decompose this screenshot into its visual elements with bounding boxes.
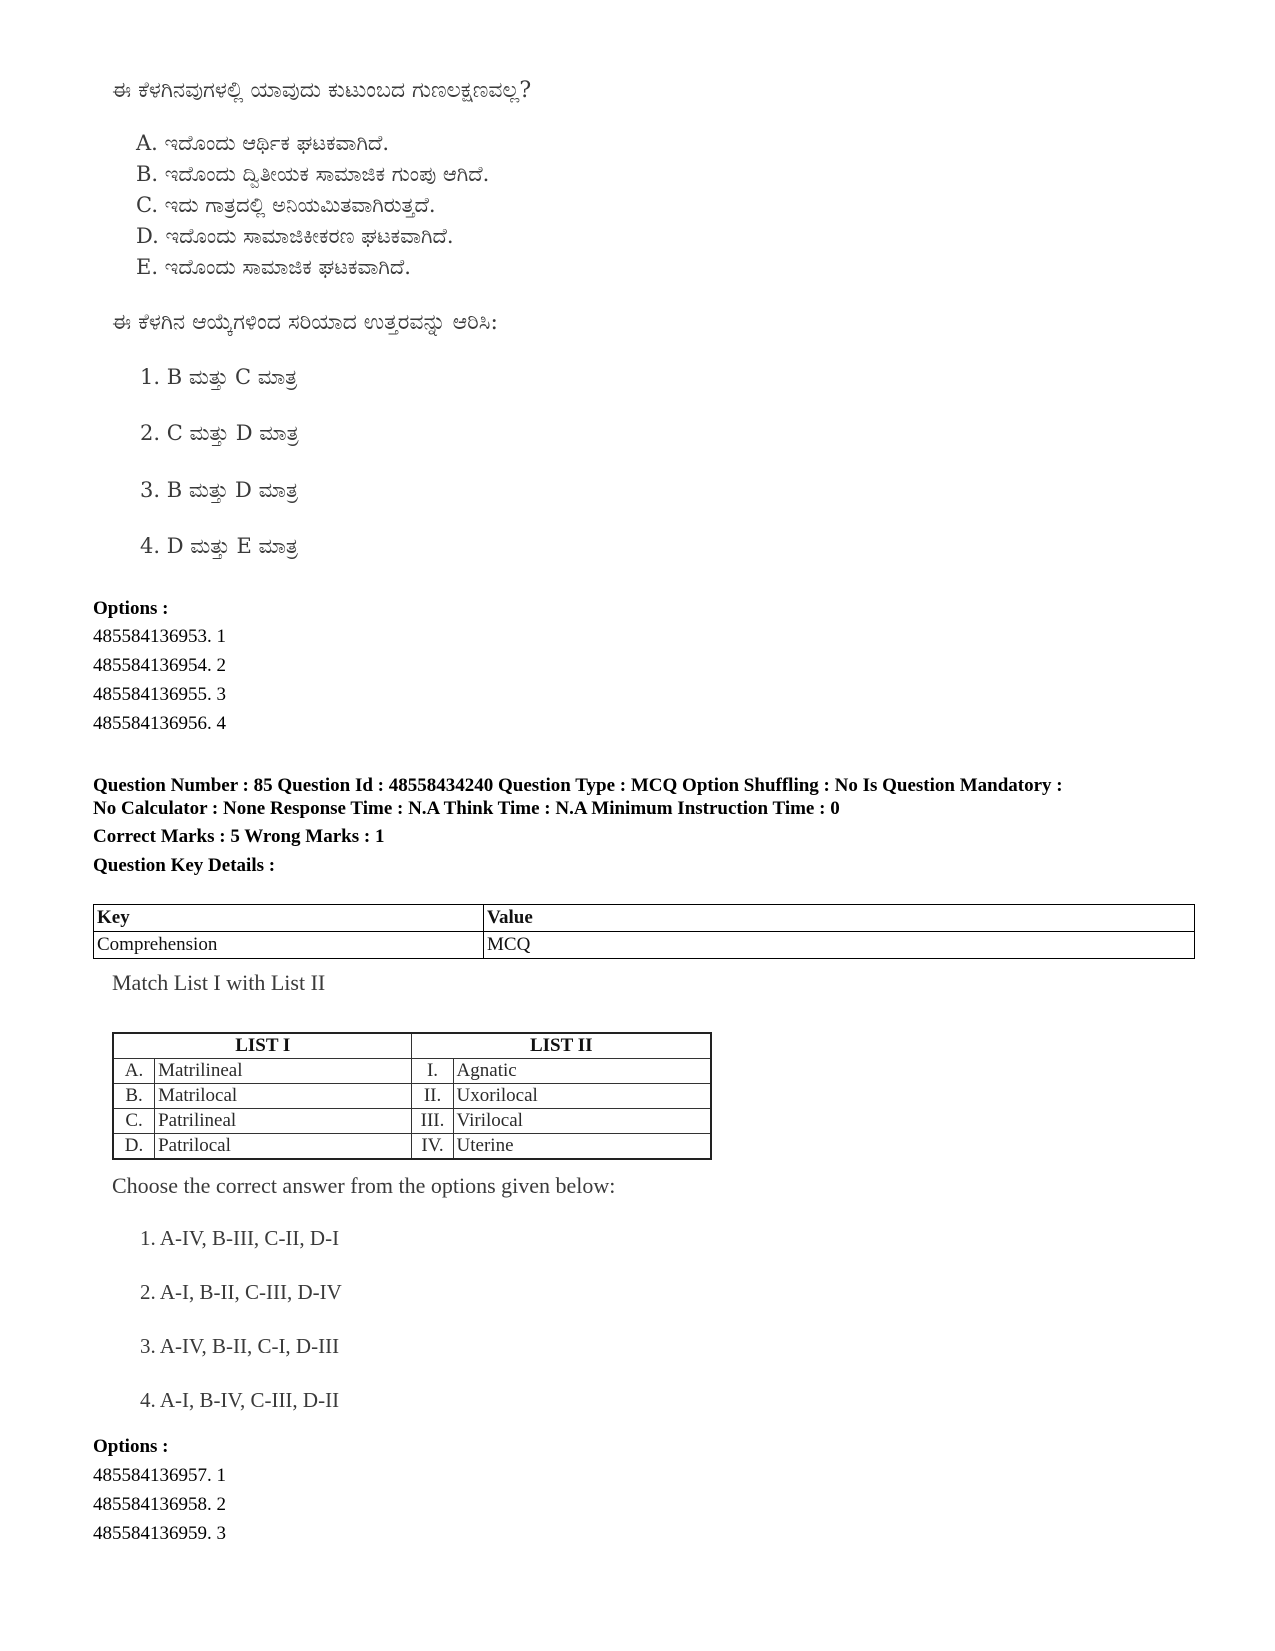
q85-choice-4: 4. A-I, B-IV, C-III, D-II xyxy=(140,1388,340,1412)
q85-option-item: 485584136959. 3 xyxy=(93,1523,226,1544)
key-table-cell: MCQ xyxy=(484,932,1195,959)
list-i-label: D. xyxy=(113,1134,155,1160)
list-ii-value: Virilocal xyxy=(453,1109,711,1134)
q85-options-label: Options : xyxy=(93,1436,169,1457)
list-i-value: Matrilocal xyxy=(155,1084,412,1109)
table-row xyxy=(94,932,1195,959)
list-ii-value: Uterine xyxy=(453,1134,711,1160)
list-ii-label: III. xyxy=(412,1109,453,1134)
q84-statement-e: E. ಇದೊಂದು ಸಾಮಾಜಿಕ ಘಟಕವಾಗಿದೆ. xyxy=(136,255,411,279)
list-ii-value: Uxorilocal xyxy=(453,1084,711,1109)
q85-marks: Correct Marks : 5 Wrong Marks : 1 xyxy=(93,826,385,847)
list-ii-label: IV. xyxy=(412,1134,453,1160)
q84-choice-4: 4. D ಮತ್ತು E ಮಾತ್ರ xyxy=(140,534,298,558)
list-ii-label: II. xyxy=(412,1084,453,1109)
q84-question-text: ಈ ಕೆಳಗಿನವುಗಳಲ್ಲಿ ಯಾವುದು ಕುಟುಂಬದ ಗುಣಲಕ್ಷಣವಲ್ಲ? xyxy=(112,78,532,103)
q84-choice-3: 3. B ಮತ್ತು D ಮಾತ್ರ xyxy=(140,478,298,502)
q85-instruction: Choose the correct answer from the options given below: xyxy=(112,1173,616,1198)
q84-option-item: 485584136953. 1 xyxy=(93,626,226,647)
q84-option-item: 485584136955. 3 xyxy=(93,684,226,705)
list-i-label: A. xyxy=(113,1059,155,1084)
match-table-header-row xyxy=(113,1033,711,1059)
q84-option-item: 485584136956. 4 xyxy=(93,713,226,734)
q85-option-item: 485584136957. 1 xyxy=(93,1465,226,1486)
list-i-label: B. xyxy=(113,1084,155,1109)
q84-options-label: Options : xyxy=(93,598,169,619)
q85-choice-2: 2. A-I, B-II, C-III, D-IV xyxy=(140,1280,342,1304)
q84-choice-1: 1. B ಮತ್ತು C ಮಾತ್ರ xyxy=(140,365,298,389)
key-table-header-value: Value xyxy=(484,905,1195,932)
q85-meta-line1: Question Number : 85 Question Id : 48558434240 Question Type : MCQ Option Shuffling : No Is Question Mandatory : xyxy=(93,775,1063,796)
q84-statement-d: D. ಇದೊಂದು ಸಾಮಾಜಿಕೀಕರಣ ಘಟಕವಾಗಿದೆ. xyxy=(136,224,454,248)
q85-key-details-label: Question Key Details : xyxy=(93,855,276,876)
q85-choice-3: 3. A-IV, B-II, C-I, D-III xyxy=(140,1334,340,1358)
list-i-value: Matrilineal xyxy=(155,1059,412,1084)
table-row xyxy=(113,1084,711,1109)
list-i-header: LIST I xyxy=(113,1033,412,1059)
q85-choice-1: 1. A-IV, B-III, C-II, D-I xyxy=(140,1226,340,1250)
q84-choice-2: 2. C ಮತ್ತು D ಮಾತ್ರ xyxy=(140,421,299,445)
table-row xyxy=(113,1134,711,1160)
match-list-table xyxy=(112,1032,712,1160)
q85-meta-line2: No Calculator : None Response Time : N.A Think Time : N.A Minimum Instruction Time : 0 xyxy=(93,798,840,819)
q85-option-item: 485584136958. 2 xyxy=(93,1494,226,1515)
key-table-header-key: Key xyxy=(94,905,484,932)
q85-question-text: Match List I with List II xyxy=(112,970,326,995)
q84-option-item: 485584136954. 2 xyxy=(93,655,226,676)
q84-statement-b: B. ಇದೊಂದು ದ್ವಿತೀಯಕ ಸಾಮಾಜಿಕ ಗುಂಪು ಆಗಿದೆ. xyxy=(136,162,490,186)
q84-statement-c: C. ಇದು ಗಾತ್ರದಲ್ಲಿ ಅನಿಯಮಿತವಾಗಿರುತ್ತದೆ. xyxy=(136,193,436,217)
q84-instruction: ಈ ಕೆಳಗಿನ ಆಯ್ಕೆಗಳಿಂದ ಸರಿಯಾದ ಉತ್ತರವನ್ನು ಆರಿಸಿ: xyxy=(112,310,498,335)
list-i-label: C. xyxy=(113,1109,155,1134)
list-i-value: Patrilocal xyxy=(155,1134,412,1160)
table-row xyxy=(113,1059,711,1084)
list-ii-value: Agnatic xyxy=(453,1059,711,1084)
table-row xyxy=(113,1109,711,1134)
question-key-table xyxy=(93,904,1195,959)
key-table-header-row xyxy=(94,905,1195,932)
key-table-cell: Comprehension xyxy=(94,932,484,959)
q84-statement-a: A. ಇದೊಂದು ಆರ್ಥಿಕ ಘಟಕವಾಗಿದೆ. xyxy=(136,131,390,155)
list-ii-header: LIST II xyxy=(412,1033,711,1059)
list-ii-label: I. xyxy=(412,1059,453,1084)
list-i-value: Patrilineal xyxy=(155,1109,412,1134)
